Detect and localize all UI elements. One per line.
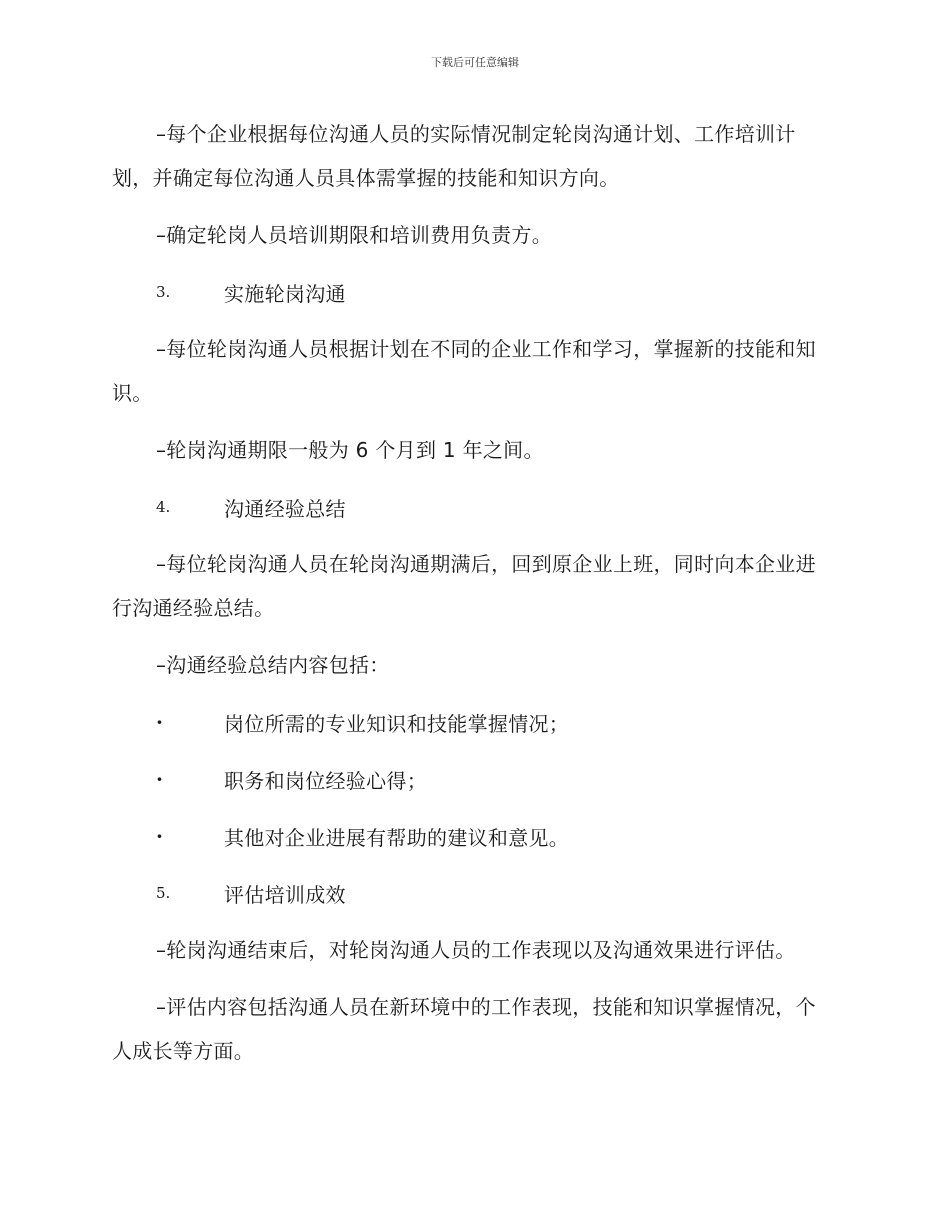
bullet-item	[112, 814, 827, 858]
bullet-text: 其他对企业进展有帮助的建议和意见。	[224, 825, 570, 850]
section-number: 5.	[156, 884, 171, 902]
paragraph-evaluation-contents: –评估内容包括沟通人员在新环境中的工作表现，技能和知识掌握情况，个人成长等方面。	[112, 995, 816, 1063]
page-header: 下载后可任意编辑	[431, 56, 519, 69]
section-heading-3	[112, 270, 827, 314]
section-title: 实施轮岗沟通	[224, 281, 346, 306]
section-title: 评估培训成效	[224, 882, 346, 907]
bullet-text: 职务和岗位经验心得；	[224, 768, 427, 793]
bullet-text: 岗位所需的专业知识和技能掌握情况；	[224, 711, 570, 736]
bullet-marker: ·	[156, 767, 163, 791]
bullet-marker: ·	[156, 824, 163, 848]
section-title: 沟通经验总结	[224, 496, 346, 521]
document-body	[112, 112, 827, 1086]
paragraph-evaluation: –轮岗沟通结束后，对轮岗沟通人员的工作表现以及沟通效果进行评估。	[156, 938, 796, 962]
section-heading-4	[112, 485, 827, 529]
section-number: 3.	[156, 283, 171, 301]
paragraph-summary-contents: –沟通经验总结内容包括：	[156, 653, 390, 677]
paragraph-rotation-period: –轮岗沟通期限一般为 6 个月到 1 年之间。	[156, 438, 544, 462]
paragraph-plan: –每个企业根据每位沟通人员的实际情况制定轮岗沟通计划、工作培训计划，并确定每位沟通人员具体需掌握的技能和知识方向。	[112, 122, 796, 190]
paragraph-rotation-work: –每位轮岗沟通人员根据计划在不同的企业工作和学习，掌握新的技能和知识。	[112, 337, 816, 405]
bullet-item	[112, 757, 827, 801]
paragraph-experience-summary: –每位轮岗沟通人员在轮岗沟通期满后，回到原企业上班，同时向本企业进行沟通经验总结。	[112, 552, 816, 620]
bullet-item	[112, 700, 827, 744]
paragraph-training-cost: –确定轮岗人员培训期限和培训费用负责方。	[156, 223, 552, 247]
section-number: 4.	[156, 498, 171, 516]
section-heading-5	[112, 871, 827, 915]
bullet-marker: ·	[156, 710, 163, 734]
